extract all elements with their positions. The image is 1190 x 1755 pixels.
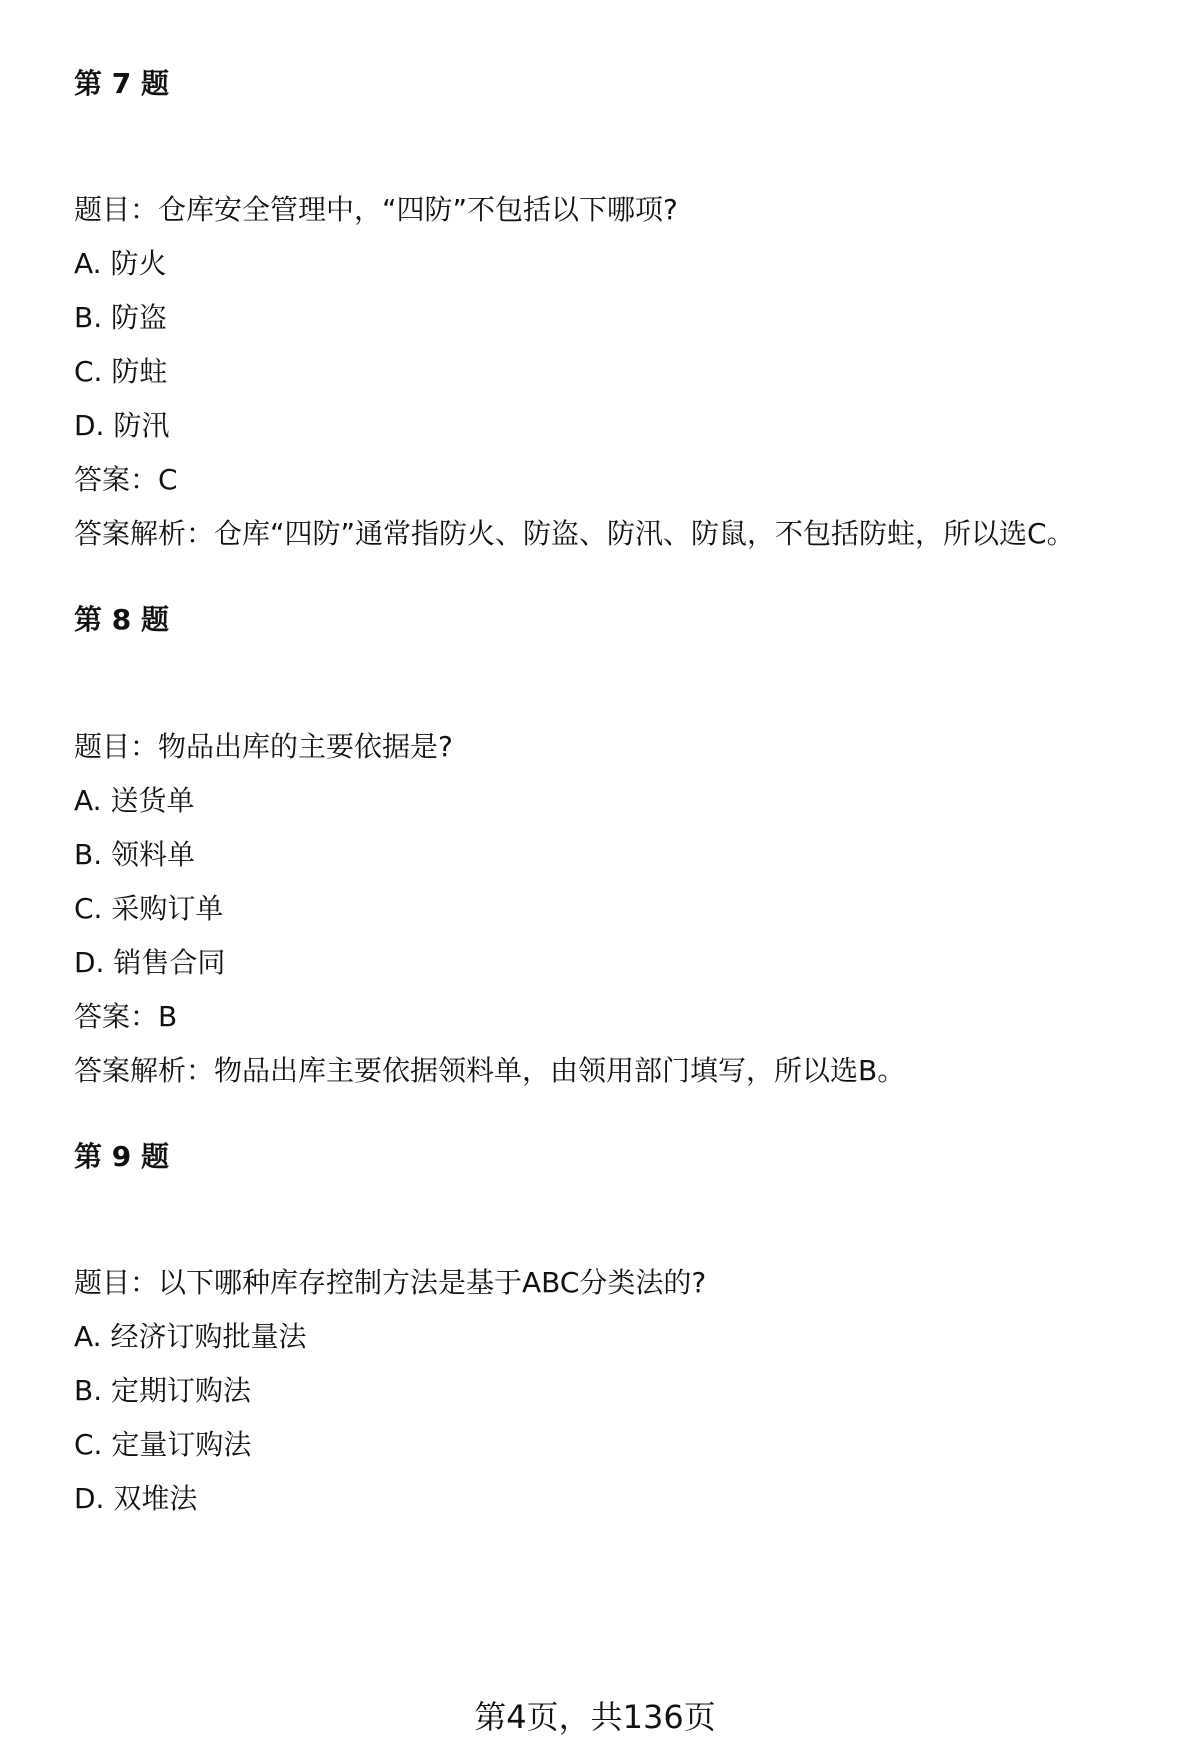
question-stem: 题目：以下哪种库存控制方法是基于ABC分类法的? bbox=[74, 1266, 707, 1299]
answer-explanation: 答案解析：物品出库主要依据领料单，由领用部门填写，所以选B。 bbox=[74, 1054, 906, 1087]
option-d: D. 双堆法 bbox=[74, 1482, 198, 1515]
question-stem: 题目：物品出库的主要依据是? bbox=[74, 730, 453, 763]
option-c: C. 防蛀 bbox=[74, 355, 168, 388]
question-heading: 第 7 题 bbox=[74, 67, 169, 100]
option-c: C. 采购订单 bbox=[74, 892, 224, 925]
question-stem: 题目：仓库安全管理中，“四防”不包括以下哪项? bbox=[74, 193, 678, 226]
option-d: D. 销售合同 bbox=[74, 946, 226, 979]
answer-line: 答案：C bbox=[74, 463, 178, 496]
option-a: A. 防火 bbox=[74, 247, 167, 280]
option-b: B. 领料单 bbox=[74, 838, 196, 871]
option-a: A. 经济订购批量法 bbox=[74, 1320, 307, 1353]
page-number-footer: 第4页，共136页 bbox=[474, 1698, 716, 1736]
question-heading: 第 8 题 bbox=[74, 603, 169, 636]
option-b: B. 定期订购法 bbox=[74, 1374, 252, 1407]
question-heading: 第 9 题 bbox=[74, 1140, 169, 1173]
option-a: A. 送货单 bbox=[74, 784, 195, 817]
option-b: B. 防盗 bbox=[74, 301, 168, 334]
answer-explanation: 答案解析：仓库“四防”通常指防火、防盗、防汛、防鼠，不包括防蛀，所以选C。 bbox=[74, 517, 1075, 550]
answer-line: 答案：B bbox=[74, 1000, 178, 1033]
option-c: C. 定量订购法 bbox=[74, 1428, 252, 1461]
option-d: D. 防汛 bbox=[74, 409, 170, 442]
